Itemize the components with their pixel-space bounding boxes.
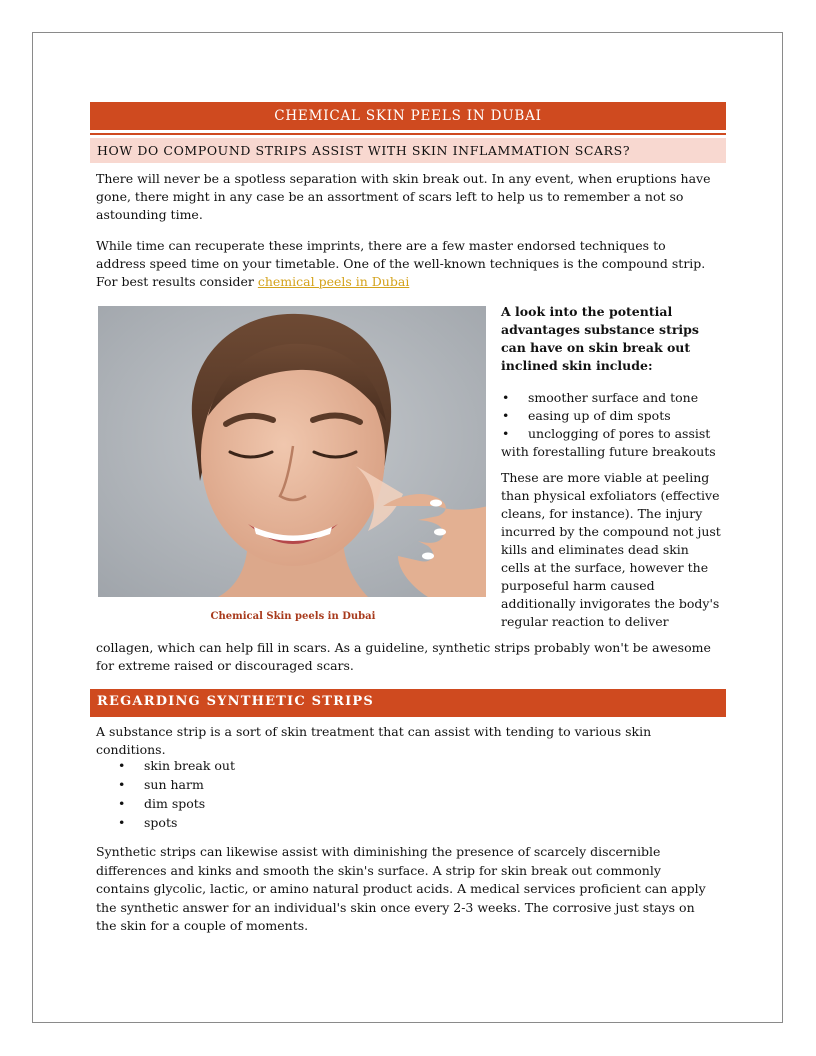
advantages-sidebar bbox=[501, 303, 721, 631]
subtitle-heading: HOW DO COMPOUND STRIPS ASSIST WITH SKIN INFLAMMATION SCARS? bbox=[97, 143, 631, 158]
title-banner bbox=[90, 102, 726, 133]
advantages-body: These are more viable at peeling than physical exfoliators (effective cleans, for instance). The injury incurred by the compound not just kills and eliminates dead skin cells at the surface, however the purposeful harm caused additionally invigorates the body's regular reaction to deliver bbox=[501, 470, 721, 629]
list-item: • smoother surface and tone bbox=[501, 389, 721, 407]
list-item: • spots bbox=[118, 813, 235, 832]
section-banner bbox=[90, 689, 726, 717]
section-heading: REGARDING SYNTHETIC STRIPS bbox=[97, 694, 374, 709]
intro-paragraph: There will never be a spotless separation with skin break out. In any event, when eruptions have gone, there might in any case be an assortment of scars left to help us to remember a not so astounding time. bbox=[96, 171, 711, 222]
list-item: • easing up of dim spots bbox=[501, 407, 721, 425]
photo-illustration bbox=[98, 306, 486, 597]
continuation-paragraph: collagen, which can help fill in scars. As a guideline, synthetic strips probably won't be awesome for extreme raised or discouraged scars. bbox=[96, 640, 711, 673]
closing-paragraph: Synthetic strips can likewise assist with diminishing the presence of scarcely discernible differences and kinks and smooth the skin's surface. A strip for skin break out commonly contains glycolic, lactic, or amino natural product acids. A medical services proficient can apply the synthetic answer for an individual's skin once every 2-3 weeks. The corrosive just stays on the skin for a couple of moments. bbox=[96, 844, 706, 933]
list-item: • skin break out bbox=[118, 756, 235, 775]
image-caption: Chemical Skin peels in Dubai bbox=[210, 611, 376, 622]
second-paragraph-text: While time can recuperate these imprints, there are a few master endorsed techniques to address speed time on your timetable. One of the well-known techniques is the compound strip. For best results consider bbox=[96, 238, 706, 289]
woman-peeling-skin-photo bbox=[98, 306, 486, 597]
page-title: CHEMICAL SKIN PEELS IN DUBAI bbox=[274, 108, 542, 124]
list-item: • unclogging of pores to assist with forestalling future breakouts bbox=[501, 425, 721, 461]
conditions-list bbox=[118, 756, 235, 832]
subtitle-banner bbox=[90, 138, 726, 163]
list-item: • dim spots bbox=[118, 794, 235, 813]
advantages-lead: A look into the potential advantages substance strips can have on skin break out inclined skin include: bbox=[501, 304, 699, 373]
list-item: • sun harm bbox=[118, 775, 235, 794]
section-intro: A substance strip is a sort of skin treatment that can assist with tending to various skin conditions. bbox=[96, 724, 652, 757]
chemical-peels-link[interactable]: chemical peels in Dubai bbox=[257, 274, 410, 289]
second-paragraph bbox=[96, 237, 718, 291]
advantages-list bbox=[501, 389, 721, 461]
